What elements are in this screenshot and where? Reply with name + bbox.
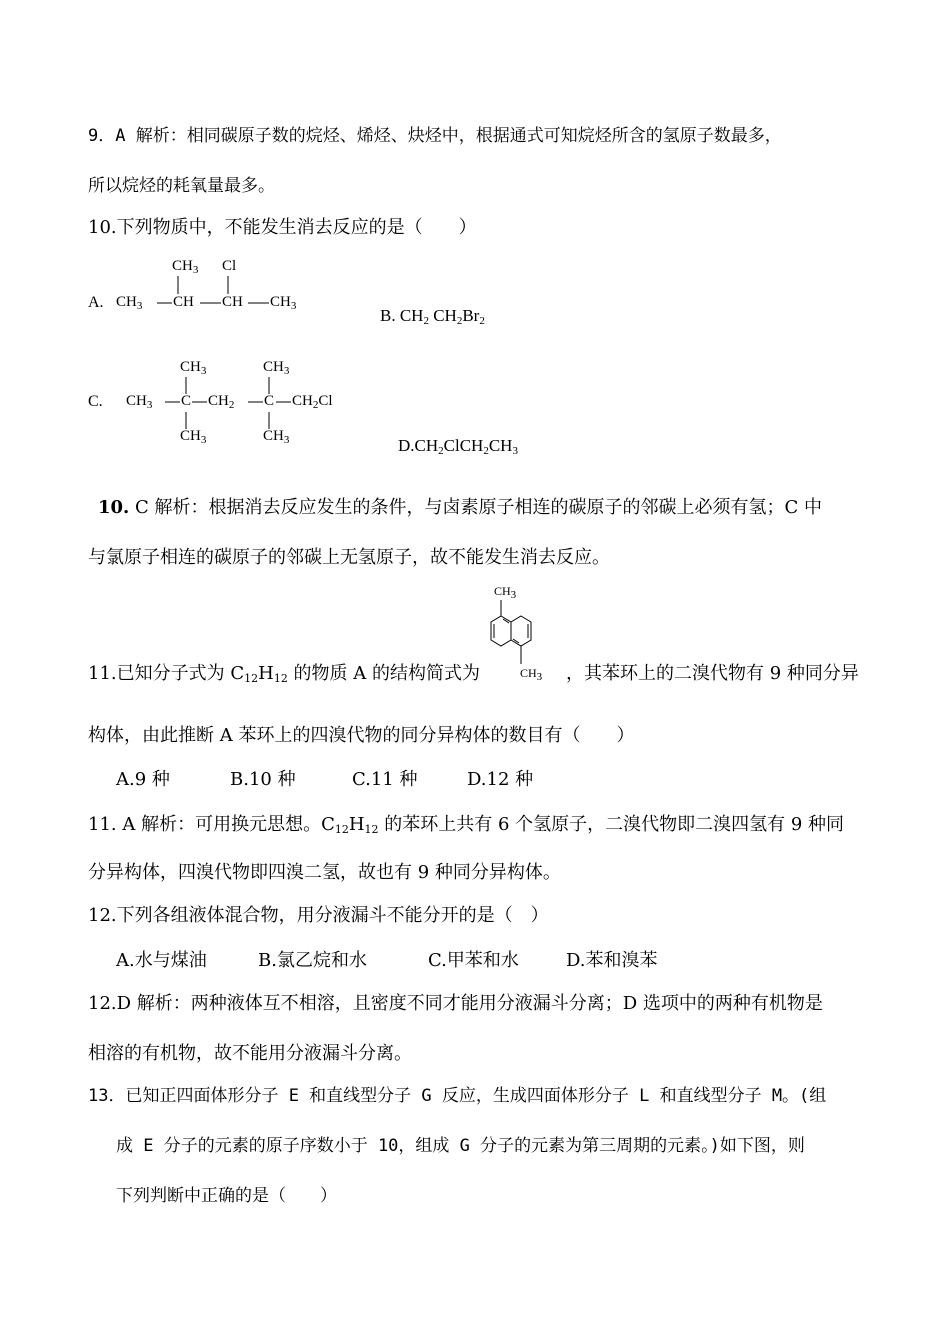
q10-c-quaternary-2: C bbox=[264, 393, 275, 409]
a11-line2: 分异构体，四溴代物即四溴二氢，故也有 9 种同分异构体。 bbox=[88, 862, 561, 883]
a12-line1: 12.D 解析：两种液体互不相溶，且密度不同才能用分液漏斗分离；D 选项中的两种有机物是 bbox=[88, 993, 823, 1014]
q10-option-d: $D.CH_2ClCH_2CH_3$ bbox=[398, 436, 518, 457]
q11-struct-ch3-top: $CH_3$ bbox=[494, 584, 517, 601]
a10-line2: 与氯原子相连的碳原子的邻碳上无氢原子，故不能发生消去反应。 bbox=[88, 547, 610, 568]
q10-a-ch-1: CH bbox=[173, 294, 194, 310]
q10-option-b: B. $CH_2$ $CH_2Br_2$ bbox=[380, 306, 485, 327]
q12-option-a: A.水与煤油 bbox=[116, 950, 207, 971]
q13-line2: 成 E 分子的元素的原子序数小于 10，组成 G 分子的元素为第三周期的元素。)如下图，则 bbox=[116, 1136, 805, 1156]
q10-a-ch-2: CH bbox=[222, 294, 243, 310]
q13-line1: 13．已知正四面体形分子 E 和直线型分子 G 反应，生成四面体形分子 L 和直线型分子 M。(组 bbox=[88, 1086, 827, 1106]
q11-stem-line1-end: ，其苯环上的二溴代物有 9 种同分异 bbox=[566, 663, 859, 684]
q10-a-ch3-top: $CH_3$ bbox=[172, 258, 199, 276]
a12-line2: 相溶的有机物，故不能用分液漏斗分离。 bbox=[88, 1043, 412, 1064]
q12-option-d: D.苯和溴苯 bbox=[566, 950, 658, 971]
q10-c-ch3-top2: $CH_3$ bbox=[263, 359, 290, 377]
q12-stem: 12.下列各组液体混合物，用分液漏斗不能分开的是（ ） bbox=[88, 905, 549, 926]
q10-c-ch2: $CH_2$ bbox=[208, 393, 235, 411]
q10-a-ch3-right: $CH_3$ bbox=[270, 294, 297, 312]
q11-stem-line2: 构体，由此推断 A 苯环上的四溴代物的同分异构体的数目有（ ） bbox=[88, 725, 635, 746]
q10-c-ch3-top1: $CH_3$ bbox=[180, 359, 207, 377]
q10-a-cl-top: Cl bbox=[222, 258, 237, 274]
q10-c-quaternary-1: C bbox=[181, 393, 192, 409]
q9-answer-line1: 9．A 解析：相同碳原子数的烷烃、烯烃、炔烃中，根据通式可知烷烃所含的氢原子数最多， bbox=[88, 126, 782, 146]
q11-stem-line1: 11.已知分子式为 $C_{12}H_{12}$ 的物质 A 的结构简式为 bbox=[88, 663, 480, 685]
a10-line1: 10. C 解析：根据消去反应发生的条件，与卤素原子相连的碳原子的邻碳上必须有氢；C 中 bbox=[98, 497, 823, 518]
q9-answer-line2: 所以烷烃的耗氧量最多。 bbox=[88, 176, 275, 196]
q11-option-d: D.12 种 bbox=[467, 769, 534, 790]
q12-option-b: B.氯乙烷和水 bbox=[258, 950, 367, 971]
q13-line3: 下列判断中正确的是（ ） bbox=[116, 1186, 337, 1206]
q10-c-ch3-left: $CH_3$ bbox=[126, 393, 153, 411]
a11-line1: 11. A 解析：可用换元思想。$C_{12}H_{12}$ 的苯环上共有 6 个氢原子，二溴代物即二溴四氢有 9 种同 bbox=[88, 814, 845, 836]
q10-a-label: A. bbox=[88, 294, 104, 311]
q10-stem: 10.下列物质中，不能发生消去反应的是（ ） bbox=[88, 217, 477, 238]
q10-c-ch3-bottom1: $CH_3$ bbox=[180, 428, 207, 446]
q11-option-a: A.9 种 bbox=[116, 769, 170, 790]
q10-a-ch3-left: $CH_3$ bbox=[116, 294, 143, 312]
q10-c-ch2cl: $CH_2Cl$ bbox=[292, 393, 333, 411]
q10-c-label: C. bbox=[88, 393, 103, 410]
q10-c-ch3-bottom2: $CH_3$ bbox=[263, 428, 290, 446]
q11-option-c: C.11 种 bbox=[352, 769, 418, 790]
q12-option-c: C.甲苯和水 bbox=[428, 950, 519, 971]
q11-option-b: B.10 种 bbox=[230, 769, 296, 790]
q11-struct-ch3-bottom: $CH_3$ bbox=[520, 666, 543, 683]
